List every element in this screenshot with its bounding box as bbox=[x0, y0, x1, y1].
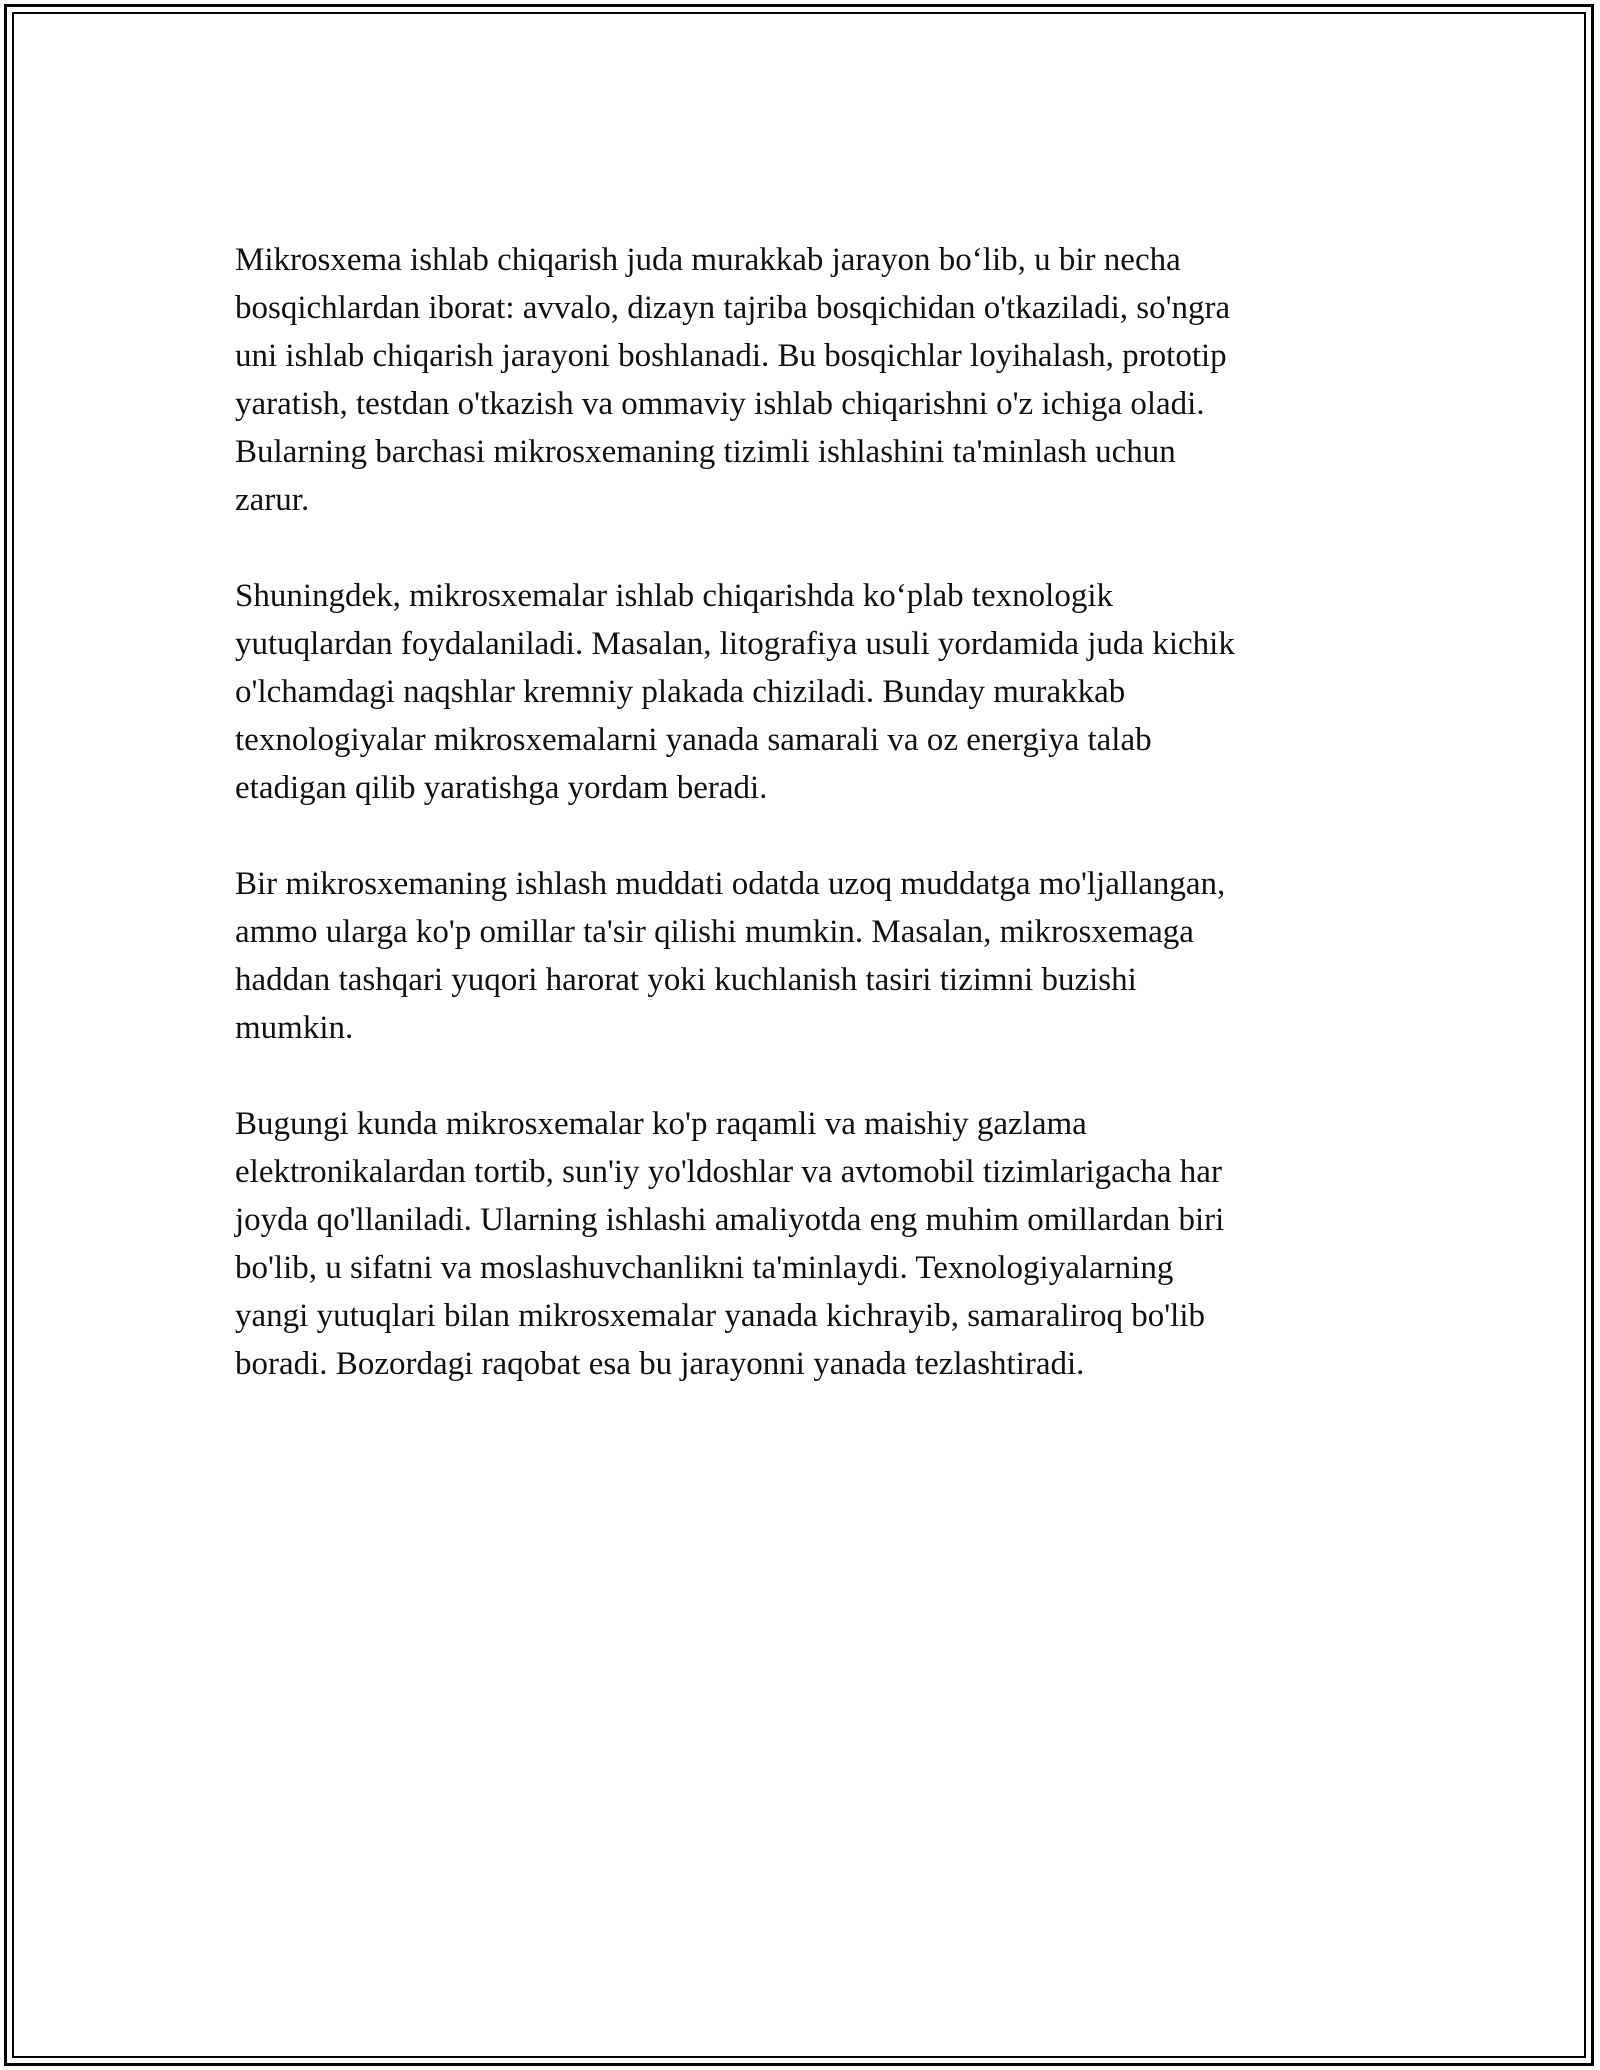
paragraph-1: Mikrosxema ishlab chiqarish juda murakkab jarayon bo‘lib, u bir necha bosqichlardan iborat: avvalo, dizayn tajriba bosqichidan o'tkaziladi, so'ngra uni ishlab chiqarish jarayoni boshlanadi. Bu bosqichlar loyihalash, prototip yaratish, testdan o'tkazish va ommaviy ishlab chiqarishni o'z ichiga oladi. Bularning barchasi mikrosxemaning tizimli ishlashini ta'minlash uchun zarur. bbox=[235, 242, 1231, 518]
document-body bbox=[235, 236, 1365, 1436]
paragraph-2: Shuningdek, mikrosxemalar ishlab chiqarishda ko‘plab texnologik yutuqlardan foydalaniladi. Masalan, litografiya usuli yordamida juda kichik o'lchamdagi naqshlar kremniy plakada chiziladi. Bunday murakkab texnologiyalar mikrosxemalarni yanada samarali va oz energiya talab etadigan qilib yaratishga yordam beradi. bbox=[235, 578, 1235, 806]
paragraph-3: Bir mikrosxemaning ishlash muddati odatda uzoq muddatga mo'ljallangan, ammo ularga ko'p omillar ta'sir qilishi mumkin. Masalan, mikrosxemaga haddan tashqari yuqori harorat yoki kuchlanish tasiri tizimni buzishi mumkin. bbox=[235, 866, 1226, 1046]
paragraph-4: Bugungi kunda mikrosxemalar ko'p raqamli va maishiy gazlama elektronikalardan tortib, sun'iy yo'ldoshlar va avtomobil tizimlarigacha har joyda qo'llaniladi. Ularning ishlashi amaliyotda eng muhim omillardan biri bo'lib, u sifatni va moslashuvchanlikni ta'minlaydi. Texnologiyalarning yangi yutuqlari bilan mikrosxemalar yanada kichrayib, samaraliroq bo'lib boradi. Bozordagi raqobat esa bu jarayonni yanada tezlashtiradi. bbox=[235, 1106, 1225, 1382]
